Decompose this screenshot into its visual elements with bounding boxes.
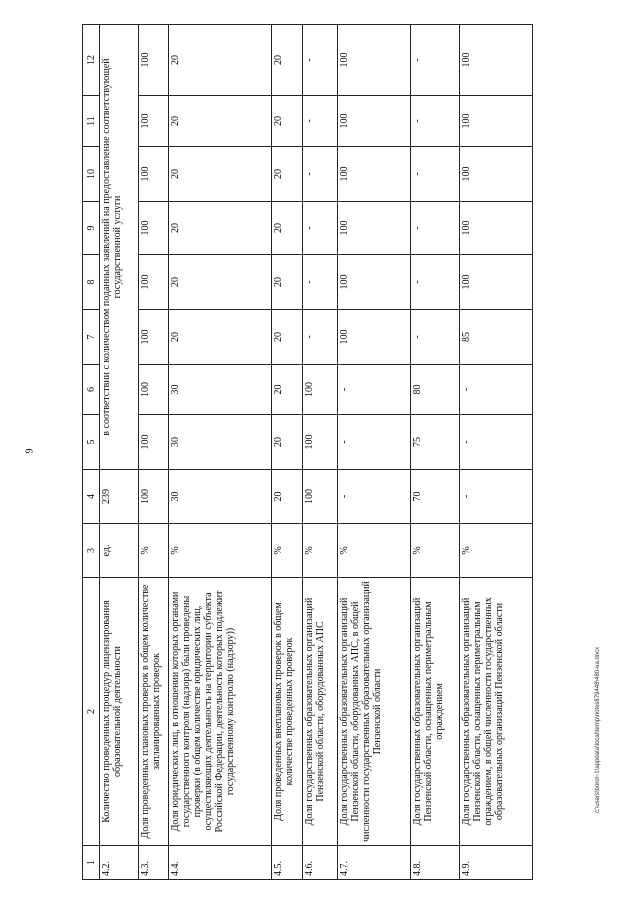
unit-cell: % — [338, 524, 411, 578]
column-header: 9 — [83, 202, 100, 255]
value-cell: 100 — [138, 415, 168, 470]
indicator-table-container — [82, 25, 533, 880]
value-cell: 20 — [169, 202, 272, 255]
indicator-name-cell: Доля государственных образовательных организаций Пензенской области, оборудованных АПС, в общей численности государственных образовательных организаций Пензенской области — [338, 578, 411, 846]
value-cell: - — [411, 96, 460, 147]
merged-note-cell: в соответствии с количеством поданных заявлений на предоставление соответствующей государственной услуги — [100, 25, 139, 470]
value-cell: - — [459, 470, 532, 524]
row-number-cell: 4.8. — [411, 846, 460, 880]
value-cell: 100 — [459, 25, 532, 96]
column-header: 3 — [83, 524, 100, 578]
value-cell: - — [302, 255, 337, 310]
value-cell: 100 — [138, 147, 168, 202]
value-cell: 100 — [459, 96, 532, 147]
table-row — [302, 25, 337, 880]
value-cell: 100 — [138, 310, 168, 365]
column-header: 12 — [83, 25, 100, 96]
indicator-name-cell: Доля государственных образовательных организаций Пензенской области, оснащенных периметральным ограждением — [411, 578, 460, 846]
value-cell: 100 — [459, 202, 532, 255]
row-number-cell: 4.9. — [459, 846, 532, 880]
unit-cell: % — [272, 524, 302, 578]
value-cell: 100 — [138, 255, 168, 310]
value-cell: 100 — [138, 96, 168, 147]
value-cell: 20 — [272, 25, 302, 96]
value-cell: - — [302, 25, 337, 96]
table-row — [338, 25, 411, 880]
value-cell: 70 — [411, 470, 460, 524]
value-cell: 100 — [459, 255, 532, 310]
unit-cell: % — [169, 524, 272, 578]
column-header: 6 — [83, 365, 100, 415]
value-cell: 75 — [411, 415, 460, 470]
table-row — [100, 25, 139, 880]
row-number-cell: 4.7. — [338, 846, 411, 880]
unit-cell: % — [459, 524, 532, 578]
value-cell: 20 — [169, 25, 272, 96]
value-cell: 100 — [302, 365, 337, 415]
value-cell: 100 — [338, 25, 411, 96]
table-row — [138, 25, 168, 880]
unit-cell: % — [411, 524, 460, 578]
unit-cell: % — [138, 524, 168, 578]
value-cell: 20 — [272, 255, 302, 310]
indicator-name-cell: Доля государственных образовательных организаций Пензенской области, оборудованных АПС — [302, 578, 337, 846]
table-row — [459, 25, 532, 880]
value-cell: 20 — [272, 147, 302, 202]
indicator-name-cell: Доля государственных образовательных организаций Пензенской области, оснащенных периметральным ограждением, в общей численности государственных образовательных организаций Пензенской области — [459, 578, 532, 846]
value-cell: - — [338, 470, 411, 524]
value-cell: 30 — [169, 470, 272, 524]
value-cell: 100 — [302, 415, 337, 470]
value-cell: 30 — [169, 365, 272, 415]
value-cell: 100 — [338, 255, 411, 310]
value-cell: - — [411, 202, 460, 255]
row-number-cell: 4.4. — [169, 846, 272, 880]
value-cell: 100 — [338, 310, 411, 365]
value-cell: 239 — [100, 470, 139, 524]
value-cell: 85 — [459, 310, 532, 365]
value-cell: 80 — [411, 365, 460, 415]
value-cell: - — [302, 147, 337, 202]
column-header: 5 — [83, 415, 100, 470]
value-cell: 100 — [459, 147, 532, 202]
value-cell: 20 — [169, 147, 272, 202]
value-cell: - — [411, 147, 460, 202]
page-number: 9 — [24, 448, 36, 454]
value-cell: - — [302, 310, 337, 365]
column-header: 7 — [83, 310, 100, 365]
value-cell: 100 — [138, 202, 168, 255]
value-cell: 20 — [272, 310, 302, 365]
value-cell: 100 — [138, 365, 168, 415]
value-cell: - — [338, 365, 411, 415]
value-cell: - — [459, 415, 532, 470]
row-number-cell: 4.3. — [138, 846, 168, 880]
indicator-name-cell: Доля юридических лиц, в отношении которых органами государственного контроля (надзора) были проведены проверки (в общем количестве юридических лиц, осуществляющих деятельность на территории субъекта Российской Федерации, деятельность которых подлежит государственному контролю (надзору)) — [169, 578, 272, 846]
unit-cell: % — [302, 524, 337, 578]
column-header: 2 — [83, 578, 100, 846]
indicator-name-cell: Доля проведенных плановых проверок в общем количестве запланированных проверок — [138, 578, 168, 846]
value-cell: - — [411, 310, 460, 365]
column-header: 1 — [83, 846, 100, 880]
row-number-cell: 4.5. — [272, 846, 302, 880]
value-cell: 20 — [169, 96, 272, 147]
table-row — [411, 25, 460, 880]
row-number-cell: 4.6. — [302, 846, 337, 880]
value-cell: 20 — [272, 415, 302, 470]
table-row — [169, 25, 272, 880]
column-header: 8 — [83, 255, 100, 310]
value-cell: 20 — [272, 365, 302, 415]
indicator-name-cell: Количество проведенных процедур лицензирования образовательной деятельности — [100, 578, 139, 846]
unit-cell: ед. — [100, 524, 139, 578]
column-header: 11 — [83, 96, 100, 147]
column-header: 4 — [83, 470, 100, 524]
indicator-table — [82, 24, 533, 880]
value-cell: 100 — [302, 470, 337, 524]
value-cell: 100 — [338, 96, 411, 147]
table-row — [272, 25, 302, 880]
row-number-cell: 4.2. — [100, 846, 139, 880]
value-cell: - — [411, 255, 460, 310]
value-cell: 20 — [169, 310, 272, 365]
value-cell: - — [459, 365, 532, 415]
value-cell: 30 — [169, 415, 272, 470]
table-header-row — [83, 25, 100, 880]
value-cell: - — [338, 415, 411, 470]
value-cell: 20 — [272, 96, 302, 147]
value-cell: - — [302, 96, 337, 147]
footer-file-path: c:\users\borol~1\appdata\local\temp\notes879448\480-на.docx — [595, 646, 601, 814]
value-cell: - — [411, 25, 460, 96]
value-cell: 100 — [338, 202, 411, 255]
value-cell: 20 — [169, 255, 272, 310]
column-header: 10 — [83, 147, 100, 202]
value-cell: 20 — [272, 202, 302, 255]
value-cell: - — [302, 202, 337, 255]
value-cell: 100 — [138, 25, 168, 96]
value-cell: 100 — [338, 147, 411, 202]
value-cell: 100 — [138, 470, 168, 524]
value-cell: 20 — [272, 470, 302, 524]
indicator-name-cell: Доля проведенных внеплановых проверок в общем количестве проведенных проверок — [272, 578, 302, 846]
